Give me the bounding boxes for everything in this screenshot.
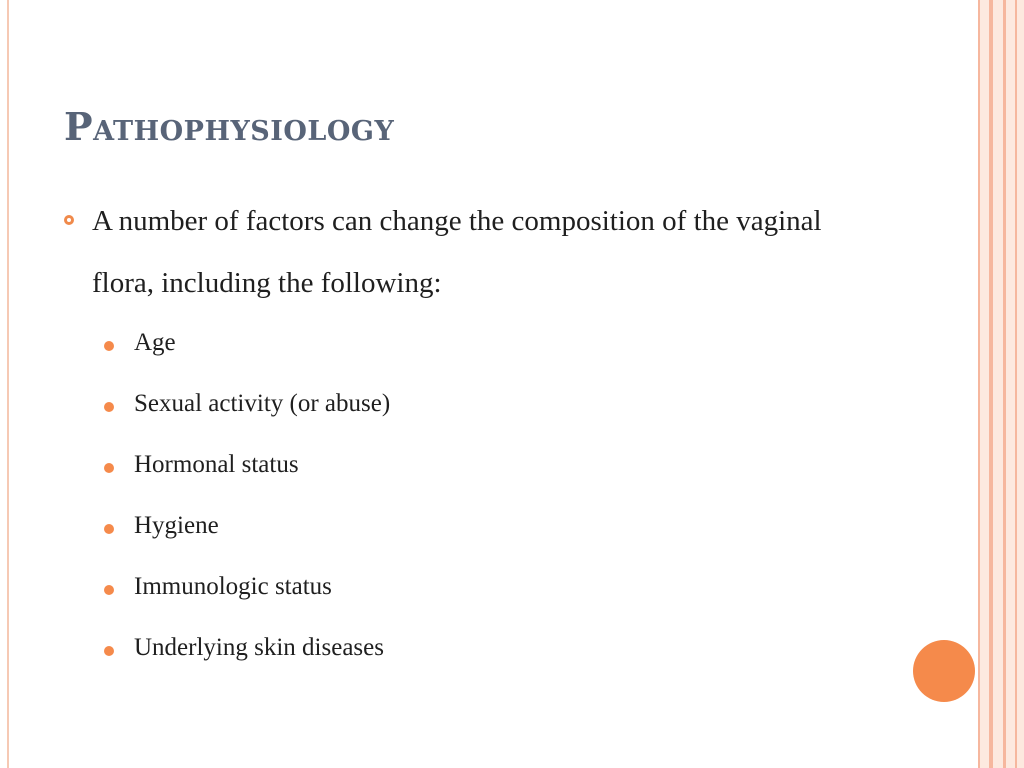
dot-bullet-icon	[104, 402, 114, 412]
dot-bullet-icon	[104, 341, 114, 351]
left-border-line	[7, 0, 9, 768]
decorative-stripe	[1015, 0, 1017, 768]
slide-title: Pathophysiology	[64, 104, 395, 149]
sub-bullet-label: Age	[134, 329, 176, 356]
ring-bullet-icon	[64, 215, 74, 225]
decorative-circle	[913, 640, 975, 702]
main-bullet-text: A number of factors can change the composition of the vaginal flora, including the following:	[92, 205, 822, 299]
sub-bullet-label: Hormonal status	[134, 451, 299, 478]
decorative-stripe	[989, 0, 993, 768]
decorative-stripe	[978, 0, 980, 768]
sub-bullet-label: Hygiene	[134, 512, 219, 539]
dot-bullet-icon	[104, 585, 114, 595]
sub-bullet-label: Immunologic status	[134, 573, 332, 600]
dot-bullet-icon	[104, 524, 114, 534]
dot-bullet-icon	[104, 646, 114, 656]
right-decorative-band	[978, 0, 1024, 768]
decorative-stripe	[1003, 0, 1006, 768]
dot-bullet-icon	[104, 463, 114, 473]
sub-bullet-label: Underlying skin diseases	[134, 634, 384, 661]
sub-bullet-label: Sexual activity (or abuse)	[134, 390, 391, 417]
